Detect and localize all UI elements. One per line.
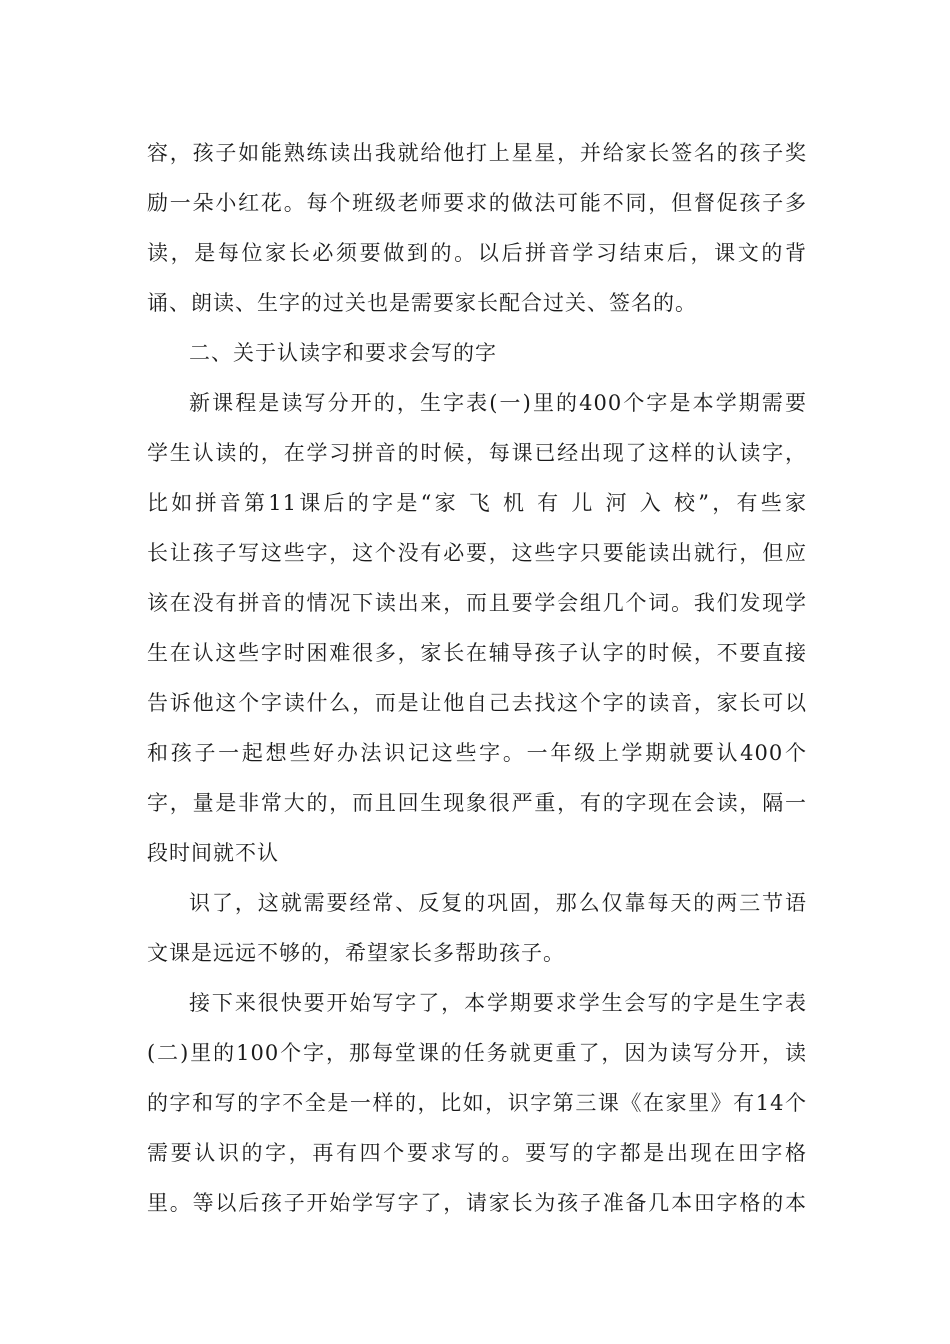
text-line: 新课程是读写分开的，生字表(一)里的400个字是本学期需要 — [189, 391, 807, 415]
text-line: 告诉他这个字读什么，而是让他自己去找这个字的读音，家长可以 — [147, 691, 807, 715]
section-heading: 二、关于认读字和要求会写的字 — [189, 341, 497, 365]
text-line: (二)里的100个字，那每堂课的任务就更重了，因为读写分开，读 — [147, 1041, 807, 1065]
text-line: 该在没有拼音的情况下读出来，而且要学会组几个词。我们发现学 — [147, 591, 807, 615]
text-line: 励一朵小红花。每个班级老师要求的做法可能不同，但督促孩子多 — [147, 191, 807, 215]
text-line: 和孩子一起想些好办法识记这些字。一年级上学期就要认400个 — [147, 741, 807, 765]
text-line: 生在认这些字时困难很多，家长在辅导孩子认字的时候，不要直接 — [147, 641, 807, 665]
text-line: 学生认读的，在学习拼音的时候，每课已经出现了这样的认读字， — [147, 441, 807, 465]
text-line: 段时间就不认 — [147, 841, 279, 865]
text-line: 比如拼音第11课后的字是“家 飞 机 有 儿 河 入 校”，有些家 — [147, 491, 807, 515]
text-line: 里。等以后孩子开始学写字了，请家长为孩子准备几本田字格的本 — [147, 1191, 807, 1215]
text-line: 诵、朗读、生字的过关也是需要家长配合过关、签名的。 — [147, 291, 697, 315]
text-line: 字，量是非常大的，而且回生现象很严重，有的字现在会读，隔一 — [147, 791, 807, 815]
text-line: 识了，这就需要经常、反复的巩固，那么仅靠每天的两三节语 — [189, 891, 807, 915]
text-line: 需要认识的字，再有四个要求写的。要写的字都是出现在田字格 — [147, 1141, 807, 1165]
text-line: 文课是远远不够的，希望家长多帮助孩子。 — [147, 941, 565, 965]
text-line: 长让孩子写这些字，这个没有必要，这些字只要能读出就行，但应 — [147, 541, 807, 565]
text-line: 容，孩子如能熟练读出我就给他打上星星，并给家长签名的孩子奖 — [147, 141, 807, 165]
text-line: 的字和写的字不全是一样的，比如，识字第三课《在家里》有14个 — [147, 1091, 807, 1115]
text-line: 读，是每位家长必须要做到的。以后拼音学习结束后，课文的背 — [147, 241, 807, 265]
text-line: 接下来很快要开始写字了，本学期要求学生会写的字是生字表 — [189, 991, 807, 1015]
